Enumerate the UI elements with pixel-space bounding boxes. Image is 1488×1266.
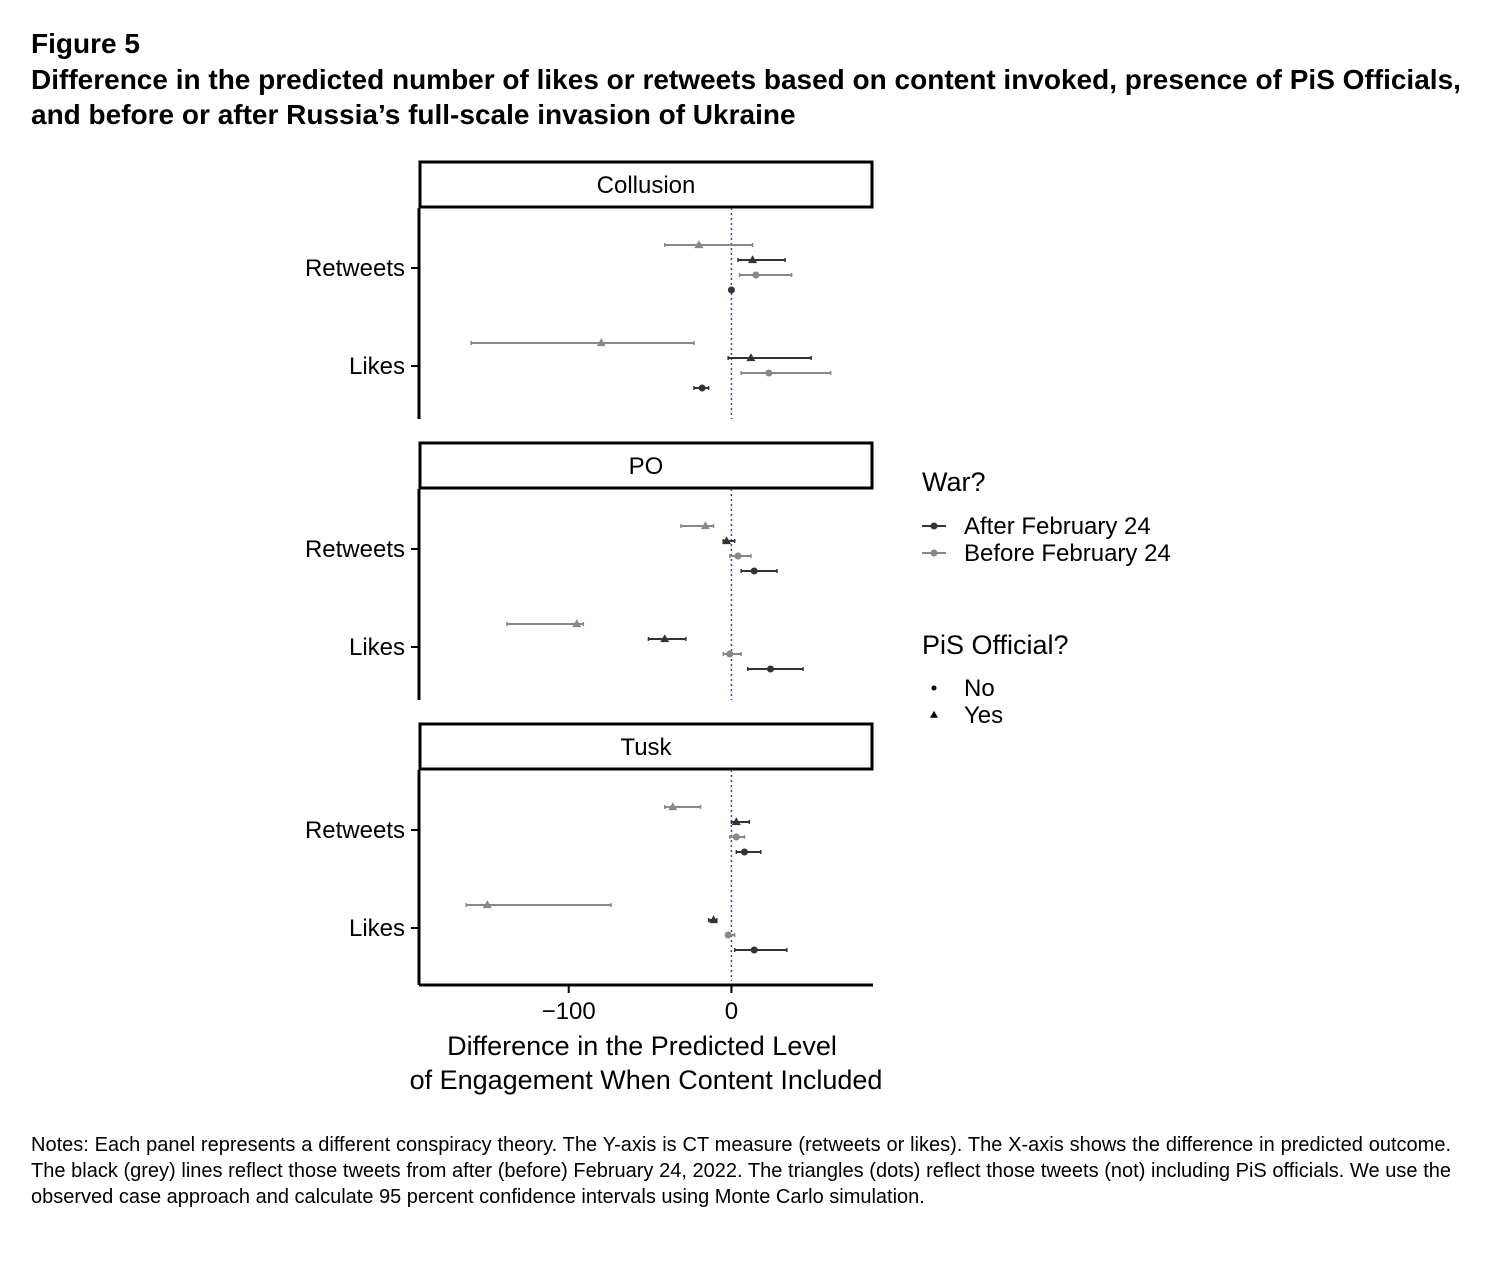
y-tick-label: Retweets <box>304 817 405 844</box>
estimate-dot <box>728 287 735 294</box>
figure-label: Figure 5 <box>31 28 140 59</box>
estimate-dot <box>751 568 758 575</box>
legend-key-dot <box>931 550 938 557</box>
panel-title: Tusk <box>620 734 672 761</box>
y-tick-label: Likes <box>348 634 405 661</box>
figure-notes: Notes: Each panel represents a different conspiracy theory. The Y-axis is CT measure (retweets or likes). The X-axis shows the difference in predicted outcome. The black (grey) lines reflect those tweets from after (before) February 24, 2022. The triangles (dots) reflect those tweets (not) including PiS officials. We use the observed case approach and calculate 95 percent confidence intervals using Monte Carlo simulation. <box>31 1134 1451 1208</box>
estimate-dot <box>726 651 733 658</box>
x-axis-title: Difference in the Predicted Level <box>447 1031 837 1061</box>
legend-key-dot <box>931 523 938 530</box>
estimate-dot <box>752 272 759 279</box>
legend-title-pis: PiS Official? <box>922 630 1069 660</box>
legend-title-war: War? <box>922 467 986 497</box>
estimate-dot <box>741 849 748 856</box>
y-tick-label: Likes <box>348 915 405 942</box>
legend-key-triangle <box>930 711 938 718</box>
y-tick-label: Retweets <box>304 255 405 282</box>
estimate-dot <box>733 834 740 841</box>
figure-title: Difference in the predicted number of likes or retweets based on content invoked, presence of PiS Officials, and before or after Russia’s full-scale invasion of Ukraine <box>31 64 1461 130</box>
x-tick-label: −100 <box>541 998 596 1025</box>
estimate-dot <box>767 666 774 673</box>
legend-label: After February 24 <box>964 513 1151 540</box>
y-tick-label: Retweets <box>304 536 405 563</box>
estimate-dot <box>734 553 741 560</box>
legend-label: Yes <box>964 702 1004 729</box>
panel-title: PO <box>628 453 664 480</box>
x-tick-label: 0 <box>724 998 739 1025</box>
y-tick-label: Likes <box>348 353 405 380</box>
legend-key-dot <box>932 686 937 691</box>
estimate-dot <box>765 370 772 377</box>
x-axis-title: of Engagement When Content Included <box>409 1065 883 1095</box>
legend-label: No <box>964 675 995 702</box>
estimate-dot <box>751 947 758 954</box>
panel-title: Collusion <box>596 172 696 199</box>
estimate-dot <box>725 932 732 939</box>
legend-label: Before February 24 <box>964 540 1171 567</box>
estimate-dot <box>699 385 706 392</box>
